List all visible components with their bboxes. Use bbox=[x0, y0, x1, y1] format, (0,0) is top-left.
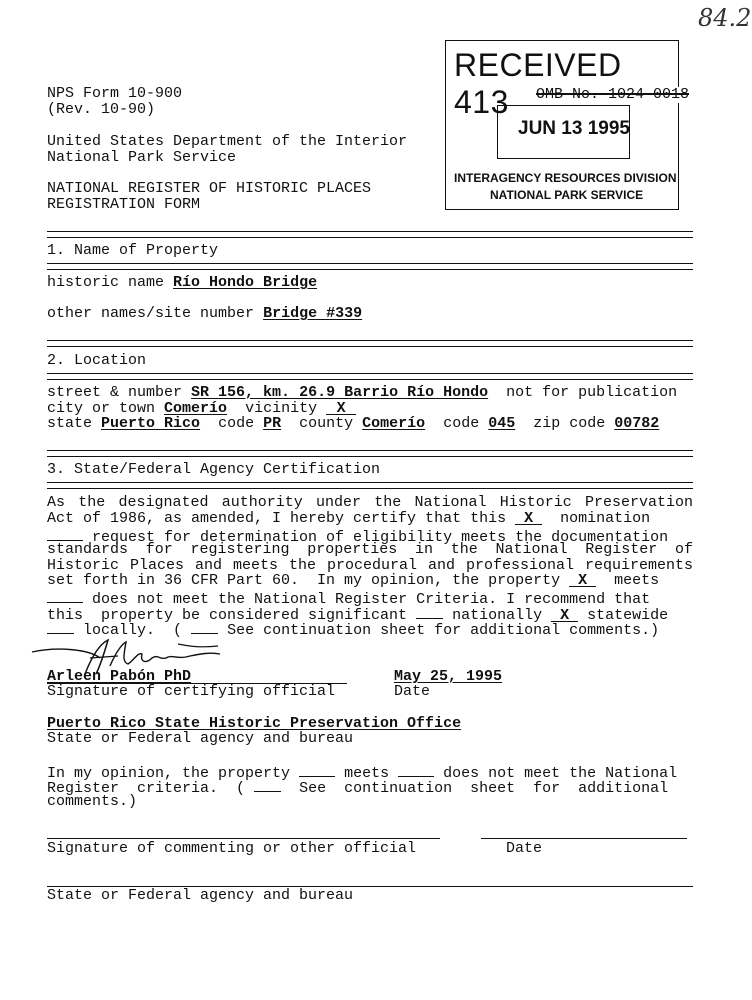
section2-heading: 2. Location bbox=[47, 352, 147, 369]
certification-line-4: standards for registering properties in the National Register of bbox=[47, 541, 693, 558]
form-revision: (Rev. 10-90) bbox=[47, 101, 156, 118]
certification-line-8: this property be considered significant nationally X statewide bbox=[47, 607, 669, 624]
opinion-line-2: Register criteria. ( See continuation sheet for additional bbox=[47, 780, 669, 797]
city-row: city or town Comerío vicinity X bbox=[47, 401, 356, 417]
certification-line-2: Act of 1986, as amended, I hereby certify that this X nomination bbox=[47, 510, 651, 527]
city-value: Comerío bbox=[164, 400, 228, 417]
state-row: state Puerto Rico code PR county Comerío code 045 zip code 00782 bbox=[47, 415, 660, 432]
opinion-line-1: In my opinion, the property meets does not meet the National bbox=[47, 765, 678, 782]
stamp-division: INTERAGENCY RESOURCES DIVISION bbox=[454, 171, 677, 185]
date-label: Date bbox=[394, 683, 431, 700]
agency-name: Puerto Rico State Historic Preservation Office bbox=[47, 715, 462, 732]
section-divider bbox=[47, 340, 693, 347]
handwritten-corner-note: 84.2 bbox=[698, 4, 752, 32]
signer-name: Arleen Pabón PhD bbox=[47, 668, 192, 685]
agency-label: State or Federal agency and bureau bbox=[47, 730, 354, 747]
commenting-label: Signature of commenting or other official bbox=[47, 840, 417, 857]
historic-name-value: Río Hondo Bridge bbox=[173, 274, 318, 291]
certification-line-6: set forth in 36 CFR Part 60. In my opinion, the property X meets bbox=[47, 572, 660, 589]
section-divider bbox=[47, 450, 693, 457]
sign-date: May 25, 1995 bbox=[394, 668, 503, 685]
commenting-date-line bbox=[481, 838, 687, 839]
stamp-received: RECEIVED 413 bbox=[454, 47, 622, 120]
section-divider bbox=[47, 263, 693, 270]
section1-heading: 1. Name of Property bbox=[47, 242, 219, 259]
register-name: NATIONAL REGISTER OF HISTORIC PLACES bbox=[47, 180, 372, 197]
agency-label-2: State or Federal agency and bureau bbox=[47, 887, 354, 904]
section-divider bbox=[47, 373, 693, 380]
form-number: NPS Form 10-900 bbox=[47, 85, 183, 102]
stamp-date: JUN 13 1995 bbox=[518, 118, 630, 139]
certification-line-7: does not meet the National Register Criteria. I recommend that bbox=[47, 589, 650, 608]
section3-heading: 3. State/Federal Agency Certification bbox=[47, 461, 381, 478]
opinion-line-3: comments.) bbox=[47, 793, 138, 810]
section-divider bbox=[47, 231, 693, 238]
certification-line-1: As the designated authority under the National Historic Preservation bbox=[47, 494, 693, 511]
signer-label: Signature of certifying official bbox=[47, 683, 336, 700]
certification-line-9: locally. ( See continuation sheet for additional comments.) bbox=[47, 620, 659, 639]
certification-line-5: Historic Places and meets the procedural and professional requirements bbox=[47, 557, 693, 574]
other-names-value: Bridge #339 bbox=[263, 305, 363, 322]
omb-number: OMB No. 1024-0018 bbox=[536, 86, 690, 103]
form-title: REGISTRATION FORM bbox=[47, 196, 201, 213]
department-name: United States Department of the Interior bbox=[47, 133, 408, 150]
historic-name-row: historic name Río Hondo Bridge bbox=[47, 274, 318, 291]
street-row: street & number SR 156, km. 26.9 Barrio Río Hondo not for publication bbox=[47, 384, 678, 401]
stamp-service: NATIONAL PARK SERVICE bbox=[490, 188, 644, 202]
date-label-2: Date bbox=[506, 840, 543, 857]
service-name: National Park Service bbox=[47, 149, 237, 166]
street-value: SR 156, km. 26.9 Barrio Río Hondo bbox=[191, 384, 489, 401]
commenting-signature-line bbox=[47, 838, 440, 839]
section-divider bbox=[47, 482, 693, 489]
other-names-row: other names/site number Bridge #339 bbox=[47, 305, 363, 322]
certification-line-3: request for determination of eligibility meets the documentation bbox=[47, 527, 668, 546]
